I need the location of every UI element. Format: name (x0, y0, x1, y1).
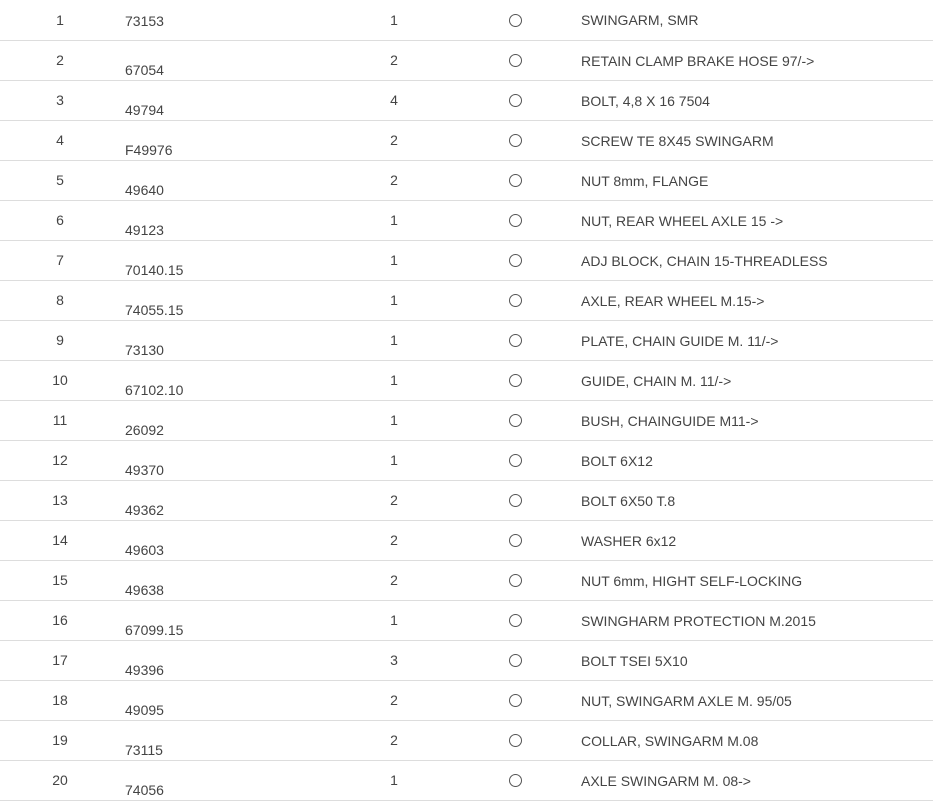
table-row (0, 441, 933, 481)
table-row (0, 601, 933, 641)
select-radio-button[interactable] (509, 214, 522, 227)
part-quantity: 2 (390, 532, 398, 548)
part-description: AXLE, REAR WHEEL M.15-> (581, 293, 765, 309)
part-position: 1 (56, 12, 64, 28)
part-code: 73153 (125, 13, 164, 29)
table-row (0, 641, 933, 681)
part-description: NUT 6mm, HIGHT SELF-LOCKING (581, 573, 803, 589)
part-quantity: 2 (390, 172, 398, 188)
part-description: SWINGHARM PROTECTION M.2015 (581, 613, 816, 629)
select-radio-button[interactable] (509, 174, 522, 187)
part-quantity: 4 (390, 92, 398, 108)
table-row (0, 161, 933, 201)
part-code: 73130 (125, 342, 164, 358)
part-code: 74056 (125, 782, 164, 798)
part-position: 2 (56, 52, 64, 68)
part-description: AXLE SWINGARM M. 08-> (581, 773, 751, 789)
part-quantity: 1 (390, 612, 398, 628)
part-position: 15 (52, 572, 68, 588)
part-quantity: 2 (390, 732, 398, 748)
part-description: SWINGARM, SMR (581, 12, 699, 28)
part-quantity: 2 (390, 52, 398, 68)
table-row (0, 81, 933, 121)
part-quantity: 1 (390, 412, 398, 428)
table-row (0, 561, 933, 601)
part-position: 14 (52, 532, 68, 548)
part-description: COLLAR, SWINGARM M.08 (581, 733, 759, 749)
part-position: 3 (56, 92, 64, 108)
part-code: 74055.15 (125, 302, 184, 318)
select-radio-button[interactable] (509, 94, 522, 107)
table-row (0, 241, 933, 281)
part-quantity: 1 (390, 212, 398, 228)
part-quantity: 1 (390, 772, 398, 788)
part-quantity: 2 (390, 692, 398, 708)
table-row (0, 401, 933, 441)
part-code: 49603 (125, 542, 164, 558)
part-quantity: 1 (390, 252, 398, 268)
table-row (0, 361, 933, 401)
part-quantity: 1 (390, 292, 398, 308)
select-radio-button[interactable] (509, 294, 522, 307)
table-row (0, 681, 933, 721)
part-code: 49396 (125, 662, 164, 678)
table-row (0, 521, 933, 561)
select-radio-button[interactable] (509, 654, 522, 667)
part-quantity: 1 (390, 372, 398, 388)
select-radio-button[interactable] (509, 374, 522, 387)
part-position: 9 (56, 332, 64, 348)
select-radio-button[interactable] (509, 134, 522, 147)
table-row (0, 321, 933, 361)
part-position: 12 (52, 452, 68, 468)
part-description: BOLT 6X50 T.8 (581, 493, 676, 509)
part-code: 49095 (125, 702, 164, 718)
part-description: ADJ BLOCK, CHAIN 15-THREADLESS (581, 253, 828, 269)
select-radio-button[interactable] (509, 254, 522, 267)
part-position: 11 (52, 412, 68, 428)
part-position: 18 (52, 692, 68, 708)
part-description: GUIDE, CHAIN M. 11/-> (581, 373, 732, 389)
part-description: BOLT 6X12 (581, 453, 653, 469)
part-code: 73115 (125, 742, 163, 758)
select-radio-button[interactable] (509, 14, 522, 27)
part-position: 19 (52, 732, 68, 748)
part-position: 8 (56, 292, 64, 308)
select-radio-button[interactable] (509, 54, 522, 67)
select-radio-button[interactable] (509, 454, 522, 467)
part-quantity: 1 (390, 452, 398, 468)
select-radio-button[interactable] (509, 774, 522, 787)
table-row (0, 41, 933, 81)
part-quantity: 2 (390, 572, 398, 588)
part-code: 67099.15 (125, 622, 184, 638)
part-position: 13 (52, 492, 68, 508)
part-code: 49638 (125, 582, 164, 598)
part-position: 20 (52, 772, 68, 788)
part-code: 70140.15 (125, 262, 184, 278)
part-position: 7 (56, 252, 64, 268)
part-description: SCREW TE 8X45 SWINGARM (581, 133, 774, 149)
part-description: BOLT, 4,8 X 16 7504 (581, 93, 710, 109)
part-code: 49362 (125, 502, 164, 518)
select-radio-button[interactable] (509, 614, 522, 627)
select-radio-button[interactable] (509, 574, 522, 587)
select-radio-button[interactable] (509, 414, 522, 427)
table-row (0, 201, 933, 241)
table-row (0, 0, 933, 41)
part-quantity: 2 (390, 492, 398, 508)
table-row (0, 761, 933, 801)
part-position: 4 (56, 132, 64, 148)
part-description: NUT, SWINGARM AXLE M. 95/05 (581, 693, 792, 709)
part-position: 5 (56, 172, 64, 188)
select-radio-button[interactable] (509, 334, 522, 347)
table-row (0, 721, 933, 761)
table-row (0, 121, 933, 161)
part-code: 49123 (125, 222, 164, 238)
select-radio-button[interactable] (509, 534, 522, 547)
part-description: NUT, REAR WHEEL AXLE 15 -> (581, 213, 784, 229)
part-description: NUT 8mm, FLANGE (581, 173, 709, 189)
select-radio-button[interactable] (509, 694, 522, 707)
part-description: BOLT TSEI 5X10 (581, 653, 688, 669)
part-code: F49976 (125, 142, 173, 158)
part-code: 26092 (125, 422, 164, 438)
table-row (0, 481, 933, 521)
part-quantity: 1 (390, 12, 398, 28)
part-position: 10 (52, 372, 68, 388)
part-position: 17 (52, 652, 68, 668)
part-description: BUSH, CHAINGUIDE M11-> (581, 413, 759, 429)
part-description: WASHER 6x12 (581, 533, 677, 549)
part-quantity: 3 (390, 652, 398, 668)
part-position: 6 (56, 212, 64, 228)
part-code: 67102.10 (125, 382, 184, 398)
part-description: RETAIN CLAMP BRAKE HOSE 97/-> (581, 53, 815, 69)
part-code: 67054 (125, 62, 164, 78)
part-position: 16 (52, 612, 68, 628)
select-radio-button[interactable] (509, 734, 522, 747)
part-code: 49794 (125, 102, 164, 118)
part-code: 49370 (125, 462, 164, 478)
part-description: PLATE, CHAIN GUIDE M. 11/-> (581, 333, 779, 349)
part-quantity: 1 (390, 332, 398, 348)
select-radio-button[interactable] (509, 494, 522, 507)
table-row (0, 281, 933, 321)
part-code: 49640 (125, 182, 164, 198)
part-quantity: 2 (390, 132, 398, 148)
